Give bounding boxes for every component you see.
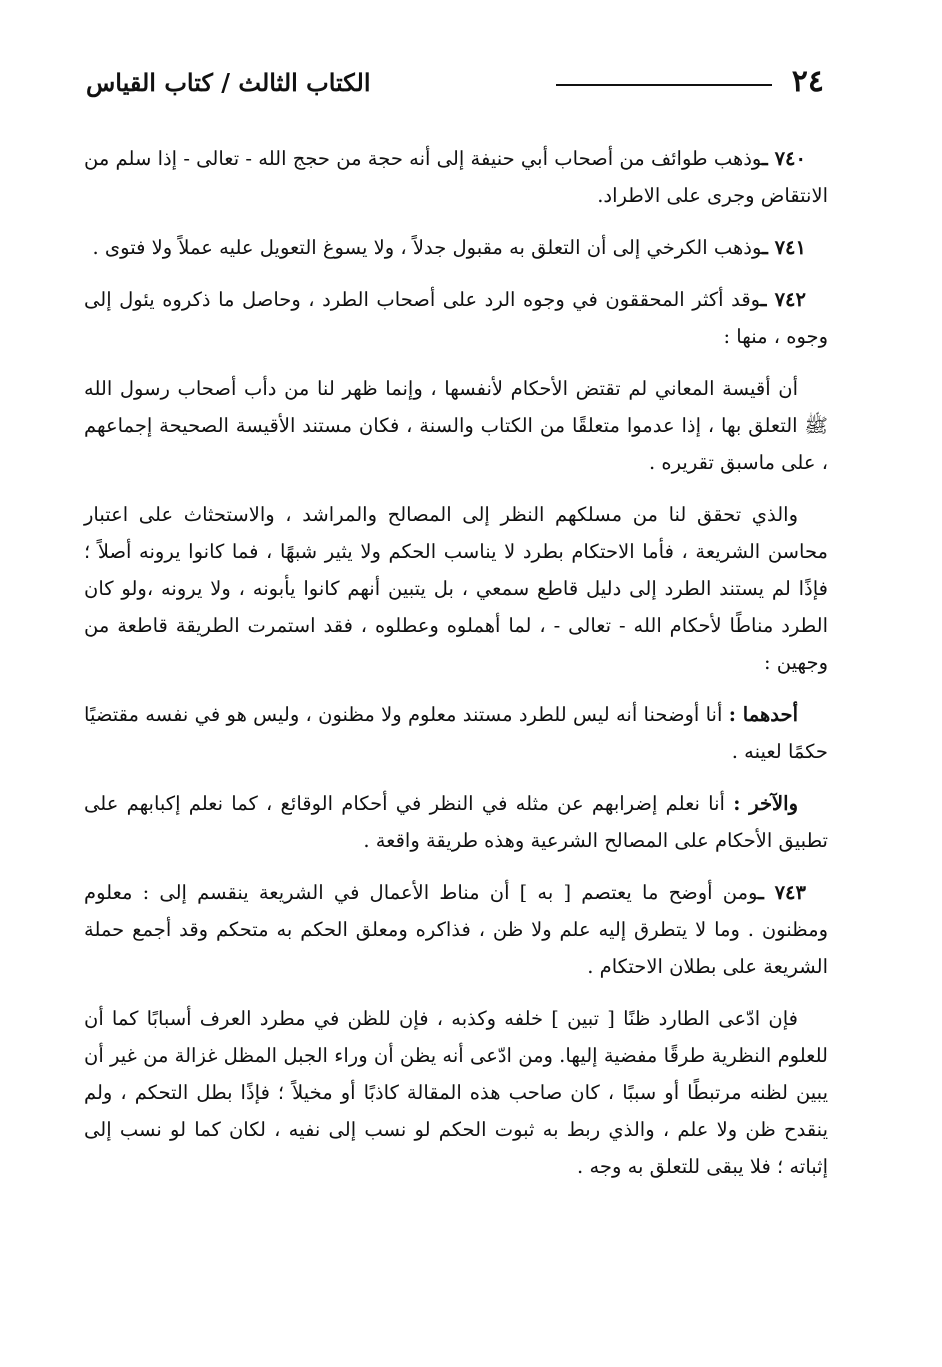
paragraph-740 (84, 140, 828, 214)
paragraph-first-reason (84, 696, 828, 770)
paragraph-second-reason (84, 785, 828, 859)
paragraph-text: فإن ادّعى الطارد ظنًا [ تبين ] خلفه وكذبه ، فإن للظن في مطرد العرف أسبابًا كما أن للعلوم النظرية طرقًا مفضية إليها. ومن ادّعى أنه يظن أن وراء الجبل المظل غزالة من غير أن يبين لظنه مرتبطًا أو سببًا ، كان صاحب هذه المقالة كاذبًا أو مخيلاً ؛ فإذًا بطل التحكم ، ولم ينقدح ظن ولا علم ، والذي ربط به ثبوت الحكم لو نسب إلى نفيه ، لكان كما لو نسب إلى إثباته ؛ فلا يبقى للتعلق به وجه . (84, 1007, 828, 1178)
paragraph-lead: أحدهما : (728, 703, 798, 726)
paragraph-number: ٧٤٣ ـ (758, 881, 806, 904)
paragraph-lead: والآخر : (733, 792, 798, 815)
running-title: الكتاب الثالث / كتاب القياس (86, 68, 371, 97)
paragraph-text: أن أقيسة المعاني لم تقتض الأحكام لأنفسها ، وإنما ظهر لنا من دأب أصحاب رسول الله ﷺ التعلق بها ، إذا عدموا متعلقًا من الكتاب والسنة ، فكان مستند الأقيسة الصحيحة إجماعهم ، على ماسبق تقريره . (84, 377, 828, 474)
paragraph-text: ومن أوضح ما يعتصم [ به ] أن مناط الأعمال في الشريعة ينقسم إلى : معلوم ومظنون . وما لا يتطرق إليه علم ولا ظن ، فذاكره ومعلق الحكم به متحكم وقد أجمع حملة الشريعة على بطلان الاحتكام . (84, 881, 828, 978)
paragraph-number: ٧٤١ ـ (762, 236, 806, 259)
paragraph-text: والذي تحقق لنا من مسلكهم النظر إلى المصالح والمراشد ، والاستحثاث على اعتبار محاسن الشريعة ، فأما الاحتكام بطرد لا يناسب الحكم ولا يثير شبهًا ، فما كانوا يرونه أصلاً ؛ فإذًا لم يستند الطرد إلى دليل قاطع سمعي ، بل يتبين أنهم كانوا يأبونه ، ولا يرونه ،ولو كان الطرد مناطًا لأحكام الله - تعالى - ، لما أهملوه وعطلوه ، فقد استمرت الطريقة قاطعة من وجهين : (84, 503, 828, 674)
paragraph-text: أنا أوضحنا أنه ليس للطرد مستند معلوم ولا مظنون ، وليس هو في نفسه مقتضيًا حكمًا لعينه . (84, 703, 828, 763)
paragraph (84, 370, 828, 481)
paragraph-text: وذهب طوائف من أصحاب أبي حنيفة إلى أنه حجة من حجج الله - تعالى - إذا سلم من الانتقاض وجرى على الاطراد. (84, 147, 828, 207)
paragraph (84, 1000, 828, 1185)
paragraph-text: وقد أكثر المحققون في وجوه الرد على أصحاب الطرد ، وحاصل ما ذكروه يئول إلى وجوه ، منها : (84, 288, 828, 348)
header-rule (556, 84, 772, 86)
paragraph-741 (84, 229, 828, 266)
paragraph-text: أنا نعلم إضرابهم عن مثله في النظر في أحكام الوقائع ، كما نعلم إكبابهم على تطبيق الأحكام على المصالح الشرعية وهذه طريقة واقعة . (84, 792, 828, 852)
page-body (84, 140, 828, 1200)
page-header (86, 62, 824, 106)
paragraph-743 (84, 874, 828, 985)
paragraph-number: ٧٤٠ ـ (762, 147, 806, 170)
paragraph-number: ٧٤٢ ـ (760, 288, 806, 311)
page-number: ٢٤ (791, 64, 824, 99)
paragraph-742 (84, 281, 828, 355)
paragraph-text: وذهب الكرخي إلى أن التعلق به مقبول جدلاً ، ولا يسوغ التعويل عليه عملاً ولا فتوى . (92, 236, 763, 259)
paragraph (84, 496, 828, 681)
